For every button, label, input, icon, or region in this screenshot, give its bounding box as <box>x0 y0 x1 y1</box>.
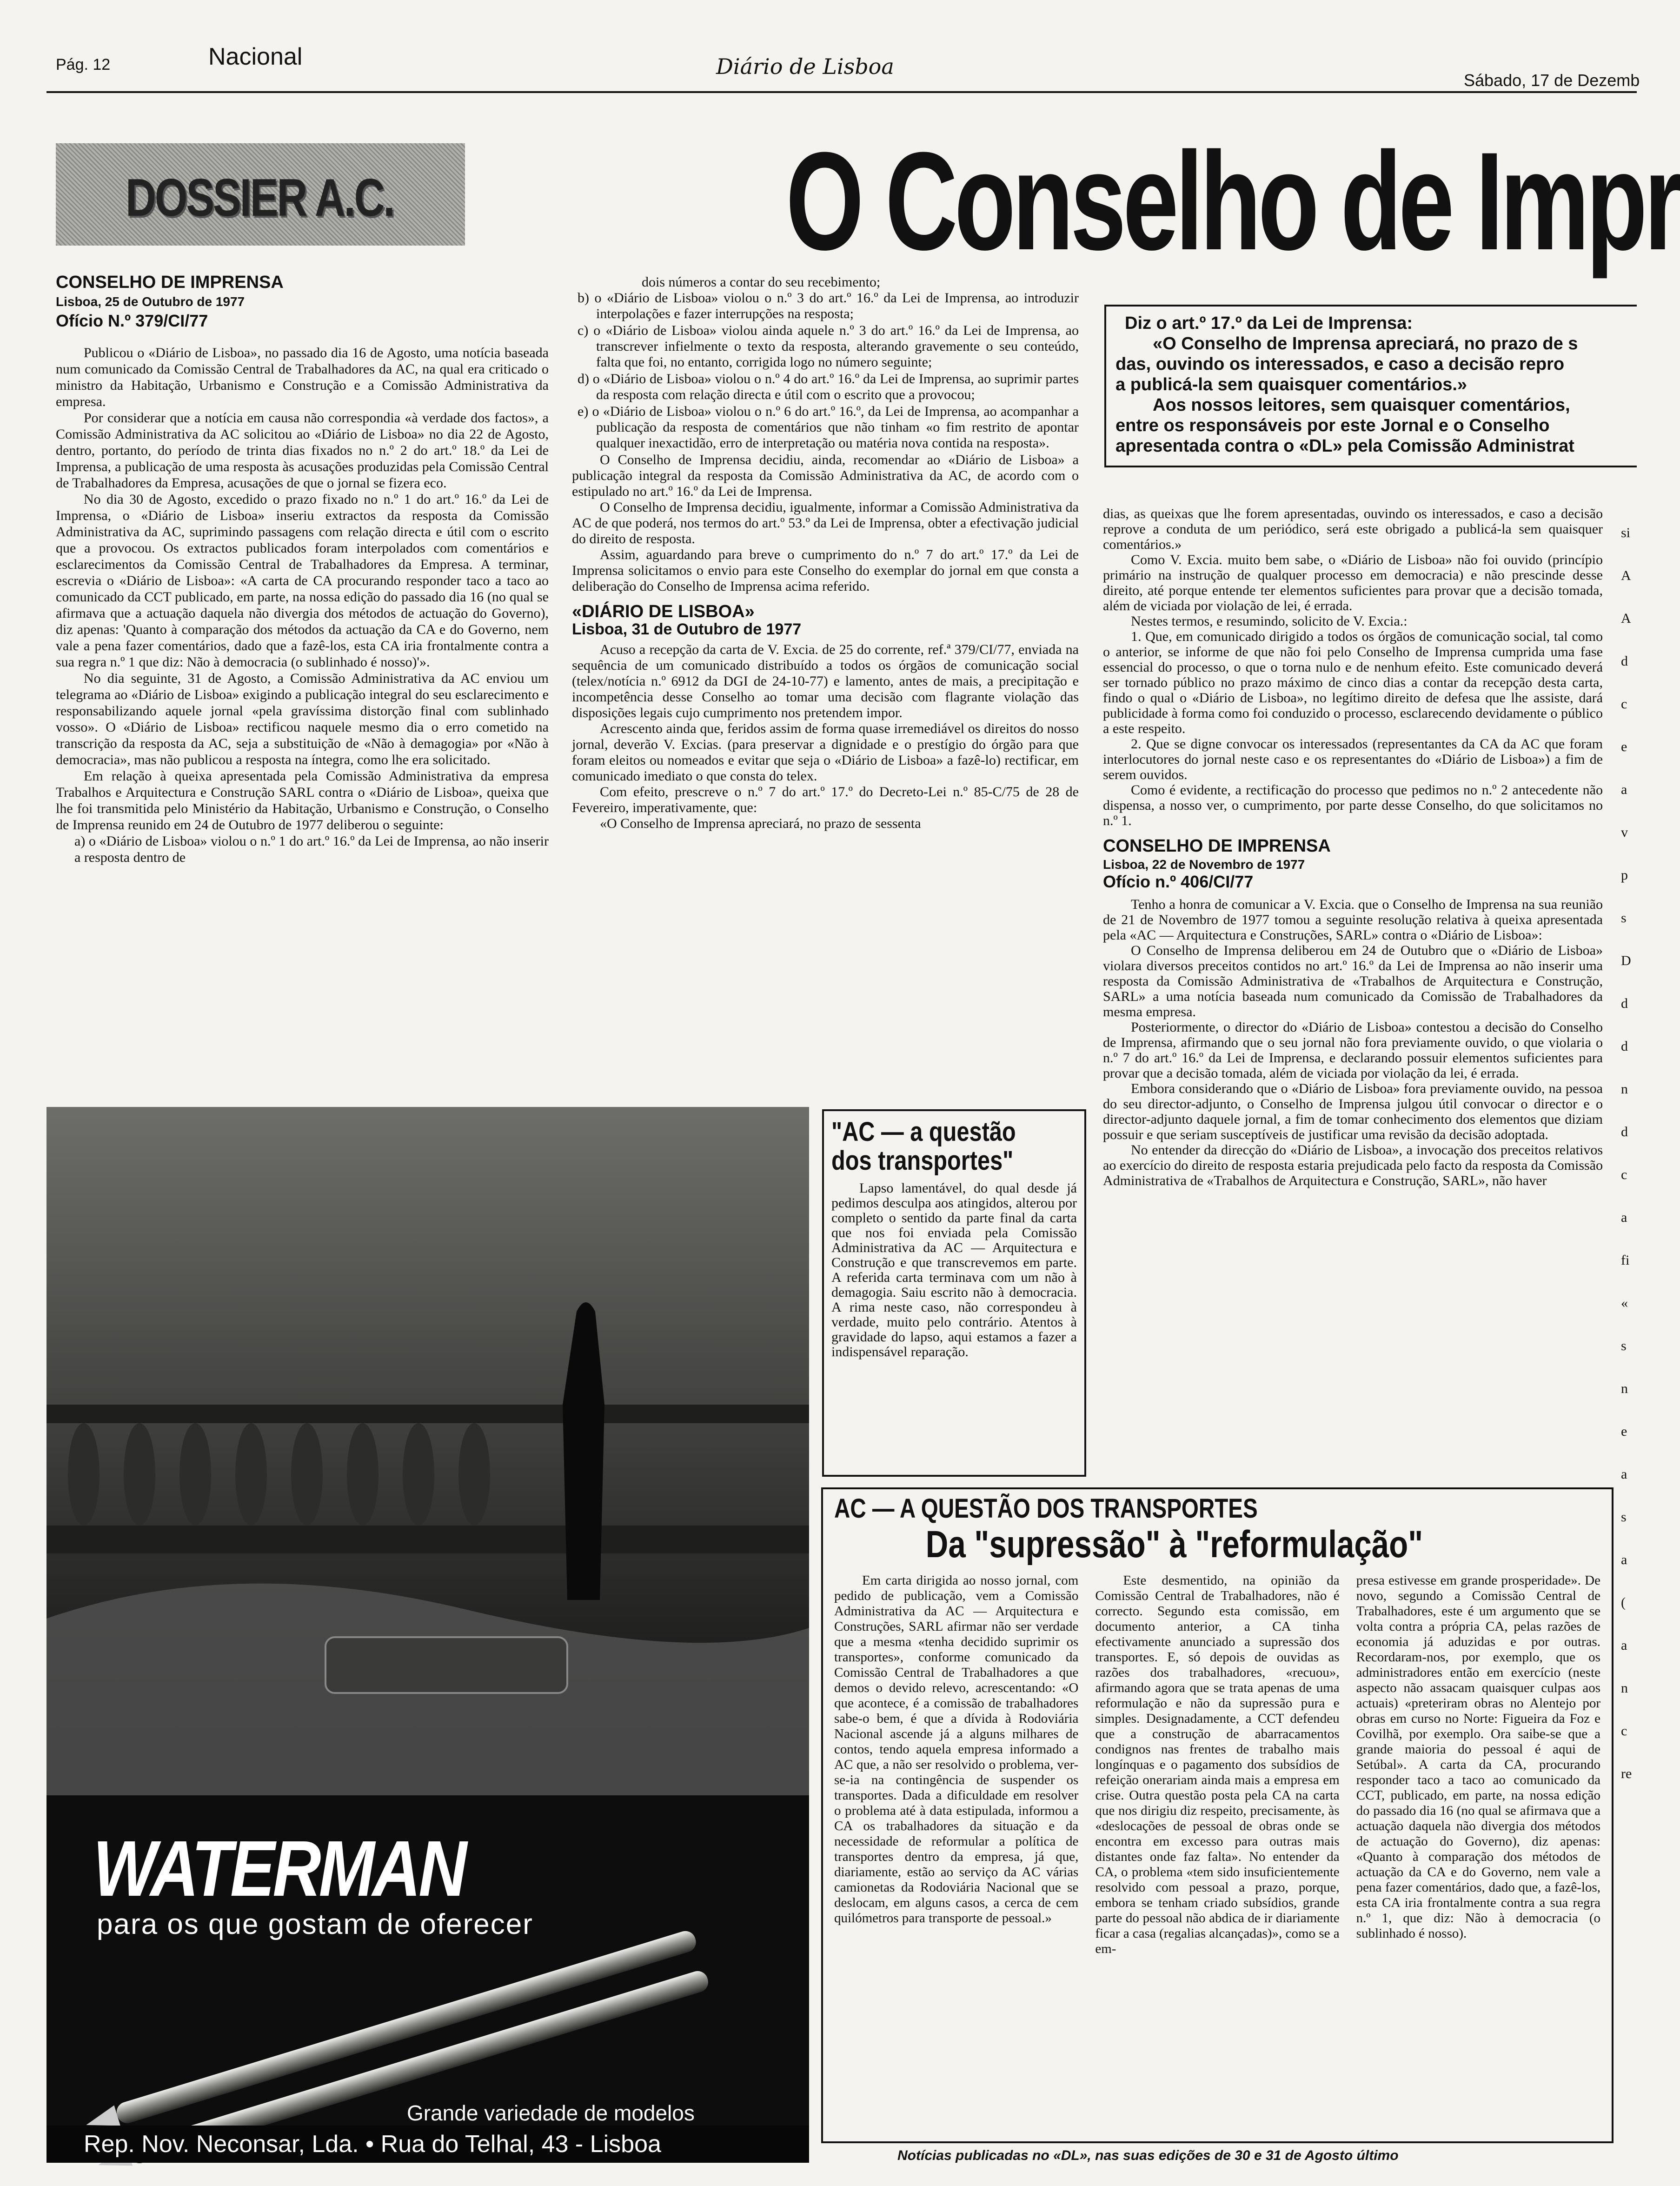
law-line: apresentada contra o «DL» pela Comissão Administrat <box>1116 436 1574 456</box>
paragraph: No dia 30 de Agosto, excedido o prazo fixado no n.º 1 do art.º 16.º da Lei de Imprensa, o «Diário de Lisboa» inseriu extractos da resposta da Comissão Administrativa da AC, suprimindo passagens com relação directa e útil com o escrito que a provocou. Os extractos publicados foram interpolados com comentários e esclarecimentos da Comissão Central de Trabalhadores da Empresa. A terminar, escrevia o «Diário de Lisboa»: «A carta de CA procurando responder taco a taco ao comunicado da CCT publicado, em parte, na nossa edição do passado dia 16 (no qual se afirmava que a actuação daquela não divergia dos métodos de actuação do Governo), diz apenas: 'Quanto à comparação dos métodos da actuação da CA e do Governo, nem vale a pena fazer comentários, dado que a fazê-los, esta CA iria frontalmente contra a sua regra n.º 1 que diz: Não à democracia (o sublinhado é nosso)'». <box>56 492 549 670</box>
cut-column-strip <box>1621 512 1637 1781</box>
waterman-ad <box>46 1107 809 2163</box>
strip-fragment: a <box>1621 1466 1627 1482</box>
column-2 <box>572 274 1079 832</box>
ad-tagline: para os que gostam de oferecer <box>97 1908 533 1940</box>
paragraph: Com efeito, prescreve o n.º 7 do art.º 17.º do Decreto-Lei n.º 85-C/75 de 28 de Fevereiro, imperativamente, que: <box>572 784 1079 815</box>
strip-fragment: d <box>1621 1124 1628 1140</box>
paragraph: «O Conselho de Imprensa apreciará, no prazo de sessenta <box>600 816 921 831</box>
strip-fragment: c <box>1621 696 1627 712</box>
box-kicker: AC — A QUESTÃO DOS TRANSPORTES <box>834 1493 1258 1524</box>
paragraph: O Conselho de Imprensa decidiu, igualmente, informar a Comissão Administrativa da AC de que poderá, nos termos do art.º 53.º da Lei de Imprensa, obter a efectivação judicial do direito de resposta. <box>572 500 1079 546</box>
paragraph: Como V. Excia. muito bem sabe, o «Diário de Lisboa» não foi ouvido (princípio primário na instrução de qualquer processo em democracia) e não prescinde desse direito, até porque entende ter elementos suficientes para provar que a decisão tomada, além de viciada por violação de lei, é errada. <box>1103 552 1603 613</box>
box-column <box>1095 1573 1339 1957</box>
box-footer: Notícias publicadas no «DL», nas suas edições de 30 e 31 de Agosto último <box>897 2148 1399 2163</box>
strip-fragment: e <box>1621 739 1627 754</box>
paragraph: Nestes termos, e resumindo, solicito de V. Excia.: <box>1131 613 1408 629</box>
paragraph: Lapso lamentável, do qual desde já pedimos desculpa aos atingidos, alterou por completo o sentido da parte final da carta que nos foi enviada pela Comissão Administrativa da AC — Arquitectura e Construção e que transcrevemos em parte. A referida carta terminava com um não à demagogia. Saiu escrito não à democracia. A rima neste caso, não correspondeu à verdade, muito pelo contrário. Atentos à gravidade do lapso, aqui estamos a fazer a indispensável reparação. <box>831 1180 1077 1360</box>
office-number: Ofício n.º 406/CI/77 <box>1103 872 1254 891</box>
strip-fragment: fi <box>1621 1253 1630 1268</box>
law-line: Aos nossos leitores, sem quaisquer comentários, <box>1153 395 1570 415</box>
strip-fragment: « <box>1621 1295 1628 1311</box>
paragraph: Como é evidente, a rectificação do processo que pedimos no n.º 2 antecedente não dispensa, a nosso ver, o cumprimento, por parte desse Conselho, do que solicitamos no n.º 1. <box>1103 782 1603 828</box>
strip-fragment: d <box>1621 996 1628 1011</box>
section-label: CONSELHO DE IMPRENSA <box>1103 836 1331 856</box>
box-columns <box>834 1573 1600 1957</box>
strip-fragment: si <box>1621 525 1631 540</box>
strip-fragment: d <box>1621 1039 1628 1054</box>
paragraph: O Conselho de Imprensa deliberou em 24 de Outubro que o «Diário de Lisboa» violara diversos preceitos contidos no art.º 16.º da Lei de Imprensa ao não inserir uma resposta da Comissão Administrativa de «Trabalhos de Arquitectura e Construção, SARL» a uma notícia baseada num comunicado da Comissão de Trabalhadores da mesma empresa. <box>1103 943 1603 1020</box>
paragraph: presa estivesse em grande prosperidade». De novo, segundo a Comissão Central de Trabalhadores, este é um argumento que se volta contra a própria CA, pelas razões de economia já aduzidas e por outras. Recordaram-nos, por exemplo, que os administradores então em exercício (neste aspecto não assacam quaisquer culpas aos actuais) «preteriram obras no Alentejo por obras em curso no Norte: Figueira da Foz e Covilhã, por exemplo. Ora saibe-se que a grande maioria do pessoal é aqui de Setúbal». A carta da CA, procurando responder taco a taco ao comunicado da CCT, publicado, em parte, na nossa edição do passado dia 16 (no qual se afirmava que a actuação daquela não divergia dos métodos de actuação do Governo), diz apenas: «Quanto à comparação dos métodos de actuação da CA e do Governo, nem vale a pena fazer comentários, dado que, a fazê-los, esta CA iria frontalmente contra a sua regra n.º 1, que diz: Não à democracia (o sublinhado é nosso). <box>1356 1573 1600 1941</box>
strip-fragment: v <box>1621 825 1628 840</box>
ad-photo <box>46 1107 809 2163</box>
paragraph: Acrescento ainda que, feridos assim de forma quase irremediável os direitos do nosso jornal, deverão V. Excias. (para preservar a dignidade e o prestígio do órgão para que foram eleitos ou nomeados e evitar que seja o «Diário de Lisboa» a fazê-lo) rectificar, em comunicado imediato o que consta do telex. <box>572 721 1079 784</box>
paragraph: Em carta dirigida ao nosso jornal, com pedido de publicação, vem a Comissão Administrativa da AC — Arquitectura e Construções, SARL afirmar não ser verdade que a mesma «tenha decidido suprimir os transportes», conforme comunicado da Comissão Central de Trabalhadores a que demos o devido relevo, acrescentando: «O que acontece, é a comissão de trabalhadores sabe-o bem, é que a dívida à Rodoviária Nacional ascende já a alguns milhares de contos, tendo aquela empresa informado a AC que, a não ser resolvido o problema, ver-se-ia na contingência de suspender os transportes. Dada a dificuldade em resolver o problema até à data estipulada, informou a CA os trabalhadores da situação e da necessidade de reformular a política de transportes dentro da empresa, já que, diariamente, estão ao serviço da AC várias camionetas da Rodoviária Nacional que se deslocam, em alguns casos, a cerca de cem quilómetros para transporte de pessoal.» <box>834 1573 1079 1926</box>
box-text <box>831 1181 1077 1360</box>
law-line: das, ouvindo os interessados, e caso a decisão repro <box>1116 354 1565 374</box>
ad-address: Rep. Nov. Neconsar, Lda. • Rua do Telhal, 43 - Lisboa <box>84 2131 661 2158</box>
list-item: c) o «Diário de Lisboa» violou ainda aquele n.º 3 do art.º 16.º da Lei de Imprensa, ao transcrever infielmente o texto da resposta, alterando gravemente o seu conteúdo, falta que foi, no entanto, corrigida logo no número seguinte; <box>578 323 1079 370</box>
strip-fragment: D <box>1621 953 1631 968</box>
list-item: a) o «Diário de Lisboa» violou o n.º 1 do art.º 16.º da Lei de Imprensa, ao não inserir a resposta dentro de <box>74 833 549 865</box>
column-3 <box>1103 506 1603 1188</box>
headline: O Conselho de Impr <box>786 123 1680 279</box>
strip-fragment: A <box>1621 611 1631 626</box>
box-column <box>834 1573 1078 1957</box>
law-line: entre os responsáveis por este Jornal e o Conselho <box>1116 416 1550 435</box>
list-item: d) o «Diário de Lisboa» violou o n.º 4 do art.º 16.º da Lei de Imprensa, ao suprimir partes da resposta com relação directa e útil com o escrito que a provocou; <box>578 371 1079 402</box>
dateline: Lisboa, 22 de Novembro de 1977 <box>1103 857 1305 872</box>
issue-date: Sábado, 17 de Dezemb <box>1464 71 1640 90</box>
box-headline: Da "supressão" à "reformulação" <box>925 1523 1423 1566</box>
paragraph: 1. Que, em comunicado dirigido a todos os órgãos de comunicação social, tal como o anterior, se informe de que não foi pelo Conselho de Imprensa cumprida uma fase essencial do processo, o que o torna nulo e de nenhum efeito. Este comunicado deverá ser tornado público no prazo máximo de cinco dias a contar da recepção desta carta, findo o qual o «Diário de Lisboa», no legítimo direito de defesa que lhe assiste, dará publicidade à forma como foi conduzido o processo, esclarecendo devidamente o público a este respeito. <box>1103 629 1603 736</box>
strip-fragment: n <box>1621 1680 1628 1696</box>
law-line: «O Conselho de Imprensa apreciará, no prazo de s <box>1153 334 1578 353</box>
strip-fragment: e <box>1621 1424 1627 1439</box>
paragraph: O Conselho de Imprensa decidiu, ainda, recomendar ao «Diário de Lisboa» a publicação integral da resposta da Comissão Administrativa da AC, de acordo com o estipulado no art.º 16.º da Lei de Imprensa. <box>572 452 1079 499</box>
box-title: "AC — a questão <box>831 1117 1016 1147</box>
brand-logo: WATERMAN <box>93 1825 465 1913</box>
paragraph: Posteriormente, o director do «Diário de Lisboa» contestou a decisão do Conselho de Imprensa, afirmando que o seu jornal não fora previamente ouvido, o que violaria o n.º 7 do art.º 16.º da Lei de Imprensa, e declarando possuir elementos suficientes para provar que a decisão tomada, além de viciada por violação da lei, é errada. <box>1103 1020 1603 1081</box>
paragraph: Em relação à queixa apresentada pela Comissão Administrativa da empresa Trabalhos e Arquitectura e Construção SARL contra o «Diário de Lisboa», queixa que lhe foi transmitida pelo Ministério da Habitação, Urbanismo e Construção, o Conselho de Imprensa reunido em 24 de Outubro de 1977 deliberou o seguinte: <box>56 768 549 833</box>
section-label: «DIÁRIO DE LISBOA» <box>572 602 755 621</box>
paragraph: dois números a contar do seu recebimento; <box>642 274 881 290</box>
list-item: e) o «Diário de Lisboa» violou o n.º 6 do art.º 16.º, da Lei de Imprensa, ao acompanhar a publicação da resposta de comentários que não tinham «o fim restrito de apontar qualquer inexactidão, erro de interpretação ou matéria nova contida na resposta». <box>578 404 1079 451</box>
column-1 <box>56 274 549 866</box>
section-name: Nacional <box>208 43 303 70</box>
paragraph: Assim, aguardando para breve o cumprimento do n.º 7 do art.º 17.º da Lei de Imprensa solicitamos o envio para este Conselho do exemplar do jornal em que consta a deliberação do Conselho de Imprensa acima referido. <box>572 547 1079 594</box>
transport-article-box <box>821 1487 1614 2143</box>
box-column <box>1356 1573 1600 1957</box>
strip-fragment: s <box>1621 1509 1627 1525</box>
paragraph: No dia seguinte, 31 de Agosto, a Comissão Administrativa da AC enviou um telegrama ao «Diário de Lisboa» exigindo a publicação integral do seu esclarecimento e responsabilizando aquele jornal «pela gravíssima distorção final com sublinhado vosso». O «Diário de Lisboa» rectificou naquele mesmo dia o erro cometido na transcrição da resposta da AC, seja a substituição de «Não à demagogia» por «Não à democracia», mas não publicou a resposta na íntegra, como lhe era solicitado. <box>56 671 549 767</box>
dateline: Lisboa, 31 de Outubro de 1977 <box>572 620 802 638</box>
strip-fragment: p <box>1621 867 1628 883</box>
strip-fragment: n <box>1621 1081 1628 1097</box>
strip-fragment: s <box>1621 910 1627 926</box>
dossier-label: DOSSIER A.C. <box>126 168 394 227</box>
paragraph: 2. Que se digne convocar os interessados (representantes da CA da AC que foram interlocutores do jornal neste caso e os representantes do «Diário de Lisboa») a fim de serem ouvidos. <box>1103 736 1603 782</box>
page-number: Pág. 12 <box>56 56 111 73</box>
strip-fragment: n <box>1621 1381 1628 1396</box>
paragraph: Embora considerando que o «Diário de Lisboa» fora previamente ouvido, na pessoa do seu director-adjunto, o Conselho de Imprensa julgou útil convocar o director e o director-adjunto daquele jornal, a fim de tomar conhecimento dos elementos que diziam possuir e que seriam susceptíveis de justificar uma revisão da decisão adoptada. <box>1103 1081 1603 1142</box>
paragraph: Tenho a honra de comunicar a V. Excia. que o Conselho de Imprensa na sua reunião de 21 de Novembro de 1977 tomou a seguinte resolução relativa à queixa apresentada pela «AC — Arquitectura e Construções, SARL» contra o «Diário de Lisboa»: <box>1103 897 1603 943</box>
strip-fragment: c <box>1621 1167 1627 1182</box>
paragraph: Por considerar que a notícia em causa não correspondia «à verdade dos factos», a Comissão Administrativa da AC solicitou ao «Diário de Lisboa» no dia 22 de Agosto, dentro, portanto, do período de trinta dias fixados no n.º 2 do art.º 18.º da Lei de Imprensa, a publicação de uma resposta às acusações produzidas pela Comissão Central de Trabalhadores da Empresa, acusações de que o jornal se fizera eco. <box>56 410 549 491</box>
item-list <box>572 290 1079 451</box>
law-quote-box <box>1104 305 1637 467</box>
strip-fragment: c <box>1621 1723 1627 1739</box>
correction-box <box>822 1109 1086 1477</box>
section-label: CONSELHO DE IMPRENSA <box>56 273 284 292</box>
masthead: Diário de Lisboa <box>716 54 894 79</box>
pen-case <box>325 1637 567 1693</box>
strip-fragment: s <box>1621 1338 1627 1353</box>
paragraph: No entender da direcção do «Diário de Lisboa», a invocação dos preceitos relativos ao exercício do direito de resposta estaria prejudicada pelo facto da resposta da Comissão Administrativa de «Trabalhos de Arquitectura e Construção, SARL», não haver <box>1103 1142 1603 1188</box>
office-number: Ofício N.º 379/CI/77 <box>56 311 208 330</box>
strip-fragment: ( <box>1621 1595 1626 1610</box>
strip-fragment: a <box>1621 1210 1627 1225</box>
strip-fragment: d <box>1621 653 1628 669</box>
strip-fragment: a <box>1621 1552 1627 1567</box>
dateline: Lisboa, 25 de Outubro de 1977 <box>56 294 245 309</box>
law-line: a publicá-la sem quaisquer comentários.» <box>1116 375 1468 394</box>
paragraph: Este desmentido, na opinião da Comissão Central de Trabalhadores, não é correcto. Segundo esta comissão, em documento anterior, a CA tinha efectivamente anunciado a supressão dos transportes. E, só depois de ouvidas as razões dos trabalhadores, «recuou», afirmando agora que se trata apenas de uma reformulação e não da supressão pura e simples. Designadamente, a CCT defendeu que a construção de abarracamentos condignos nas frentes de trabalho mais longínquas e o pagamento dos subsídios de refeição onerariam ainda mais a empresa em crise. Outra questão posta pela CA na carta que nos dirigiu diz respeito, precisamente, às «deslocações de pessoal de obras onde se encontra em excesso para outras mais distantes onde faz falta». No entender da CA, o problema «tem sido insuficientemente resolvido com pessoal a prazo, porque, embora se tenham criado subsídios, grande parte do pessoal não abdica de ir diariamente ficar a casa (regalias alcançadas)», como se a em- <box>1095 1573 1340 1956</box>
law-line: Diz o art.º 17.º da Lei de Imprensa: <box>1125 313 1413 333</box>
strip-fragment: a <box>1621 1638 1627 1653</box>
paragraph: Publicou o «Diário de Lisboa», no passado dia 16 de Agosto, uma notícia baseada num comunicado da Comissão Central de Trabalhadores da AC, na qual era criticado o ministro da Habitação, Urbanismo e Construção e a Comissão Administrativa da empresa. <box>56 345 549 409</box>
header-rule <box>46 91 1637 93</box>
paragraph: dias, as queixas que lhe forem apresentadas, ouvindo os interessados, e caso a decisão reprove a conduta de um periódico, será este obrigado a publicá-la sem quaisquer comentários.» <box>1103 506 1603 552</box>
list-item: b) o «Diário de Lisboa» violou o n.º 3 do art.º 16.º da Lei de Imprensa, ao introduzir interpolações e fazer interrupções na resposta; <box>578 290 1079 321</box>
strip-fragment: A <box>1621 568 1631 583</box>
strip-fragment: re <box>1621 1766 1632 1781</box>
box-title: dos transportes" <box>831 1146 1014 1176</box>
ad-variety: Grande variedade de modelos <box>407 2101 695 2125</box>
strip-fragment: a <box>1621 782 1627 797</box>
paragraph: Acuso a recepção da carta de V. Excia. de 25 do corrente, ref.ª 379/CI/77, enviada na sequência de um comunicado distribuído a todos os órgãos de comunicação social (telex/notícia n.º 6912 da DGI de 24-10-77) e lamento, antes de mais, a precipitação e incompetência desse Conselho ao tomar uma decisão com flagrante violação das disposições legais cujo cumprimento nos pretendem impor. <box>572 642 1079 720</box>
